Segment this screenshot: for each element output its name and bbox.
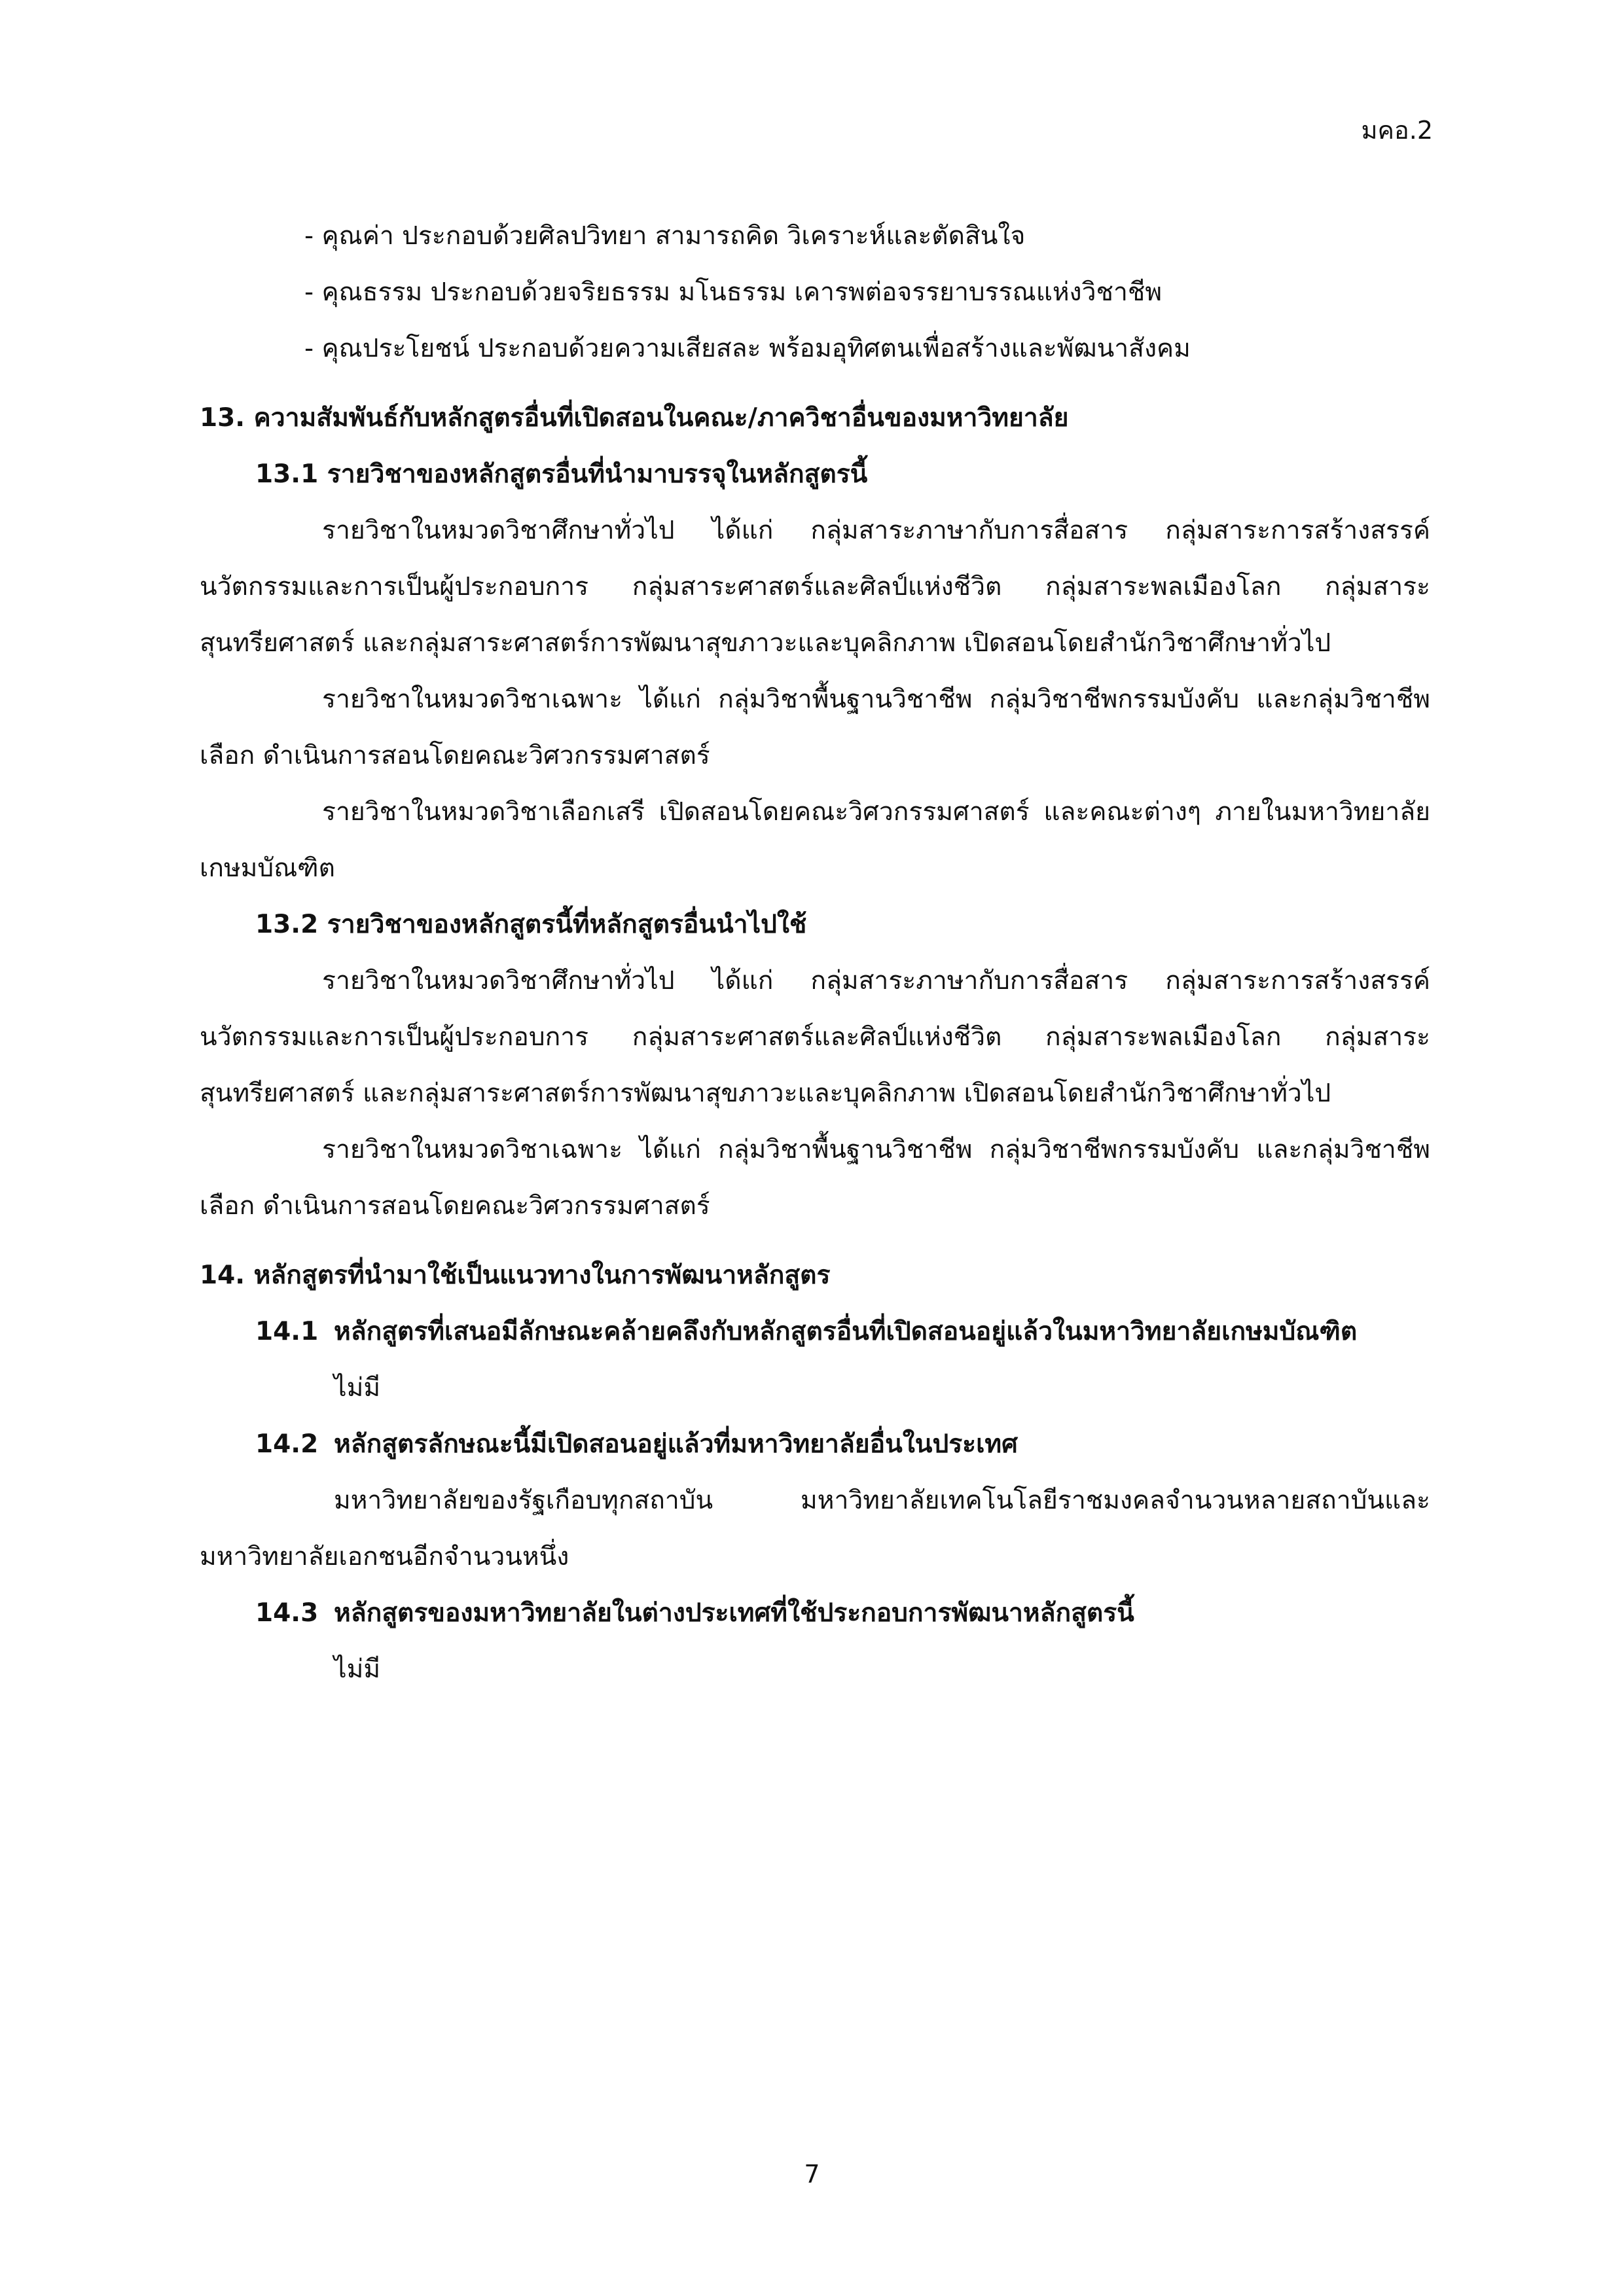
form-code: มคอ.2 bbox=[1361, 116, 1433, 145]
bullet-item: - คุณประโยชน์ ประกอบด้วยความเสียสละ พร้อมอุทิศตนเพื่อสร้างและพัฒนาสังคม bbox=[304, 334, 1191, 363]
paragraph: รายวิชาในหมวดวิชาศึกษาทั่วไป ได้แก่ กลุ่มสาระภาษากับการสื่อสาร กลุ่มสาระการสร้างสรรค์นวัตกรรมและการเป็นผู้ประกอบการ กลุ่มสาระศาสตร์และศิลป์แห่งชีวิต กลุ่มสาระพลเมืองโลก กลุ่มสาระสุนทรียศาสตร์ และกลุ่มสาระศาสตร์การพัฒนาสุขภาวะและบุคลิกภาพ เปิดสอนโดยสำนักวิชาศึกษาทั่วไป bbox=[200, 966, 1430, 1108]
paragraph: รายวิชาในหมวดวิชาเลือกเสรี เปิดสอนโดยคณะวิศวกรรมศาสตร์ และคณะต่างๆ ภายในมหาวิทยาลัยเกษมบัณฑิต bbox=[200, 797, 1430, 883]
page-content bbox=[200, 208, 1430, 1698]
section-14-2-body: มหาวิทยาลัยของรัฐเกือบทุกสถาบัน มหาวิทยาลัยเทคโนโลยีราชมงคลจำนวนหลายสถาบันและมหาวิทยาลัยเอกชนอีกจำนวนหนึ่ง bbox=[200, 1486, 1430, 1571]
section-title: หลักสูตรลักษณะนี้มีเปิดสอนอยู่แล้วที่มหาวิทยาลัยอื่นในประเทศ bbox=[334, 1429, 1018, 1459]
section-13-heading: 13. ความสัมพันธ์กับหลักสูตรอื่นที่เปิดสอนในคณะ/ภาควิชาอื่นของมหาวิทยาลัย bbox=[200, 403, 1069, 433]
section-title: หลักสูตรของมหาวิทยาลัยในต่างประเทศที่ใช้ประกอบการพัฒนาหลักสูตรนี้ bbox=[334, 1598, 1134, 1628]
page-number: 7 bbox=[804, 2160, 820, 2189]
section-14-3-heading bbox=[200, 1585, 1430, 1641]
section-title: หลักสูตรที่เสนอมีลักษณะคล้ายคลึงกับหลักสูตรอื่นที่เปิดสอนอยู่แล้วในมหาวิทยาลัยเกษมบัณฑิต bbox=[334, 1317, 1358, 1346]
section-number: 14.1 bbox=[255, 1317, 319, 1346]
paragraph: รายวิชาในหมวดวิชาศึกษาทั่วไป ได้แก่ กลุ่มสาระภาษากับการสื่อสาร กลุ่มสาระการสร้างสรรค์นวัตกรรมและการเป็นผู้ประกอบการ กลุ่มสาระศาสตร์และศิลป์แห่งชีวิต กลุ่มสาระพลเมืองโลก กลุ่มสาระสุนทรียศาสตร์ และกลุ่มสาระศาสตร์การพัฒนาสุขภาวะและบุคลิกภาพ เปิดสอนโดยสำนักวิชาศึกษาทั่วไป bbox=[200, 516, 1430, 658]
section-13-2-heading: 13.2 รายวิชาของหลักสูตรนี้ที่หลักสูตรอื่นนำไปใช้ bbox=[255, 910, 807, 939]
section-14-heading: 14. หลักสูตรที่นำมาใช้เป็นแนวทางในการพัฒนาหลักสูตร bbox=[200, 1261, 831, 1290]
paragraph: รายวิชาในหมวดวิชาเฉพาะ ได้แก่ กลุ่มวิชาพื้นฐานวิชาชีพ กลุ่มวิชาชีพกรรมบังคับ และกลุ่มวิชาชีพเลือก ดำเนินการสอนโดยคณะวิศวกรรมศาสตร์ bbox=[200, 1135, 1430, 1221]
section-number: 14.3 bbox=[255, 1598, 319, 1628]
paragraph: รายวิชาในหมวดวิชาเฉพาะ ได้แก่ กลุ่มวิชาพื้นฐานวิชาชีพ กลุ่มวิชาชีพกรรมบังคับ และกลุ่มวิชาชีพเลือก ดำเนินการสอนโดยคณะวิศวกรรมศาสตร์ bbox=[200, 685, 1430, 770]
section-14-3-body: ไม่มี bbox=[334, 1655, 381, 1684]
bullet-item: - คุณค่า ประกอบด้วยศิลปวิทยา สามารถคิด วิเคราะห์และตัดสินใจ bbox=[304, 221, 1026, 251]
section-14-2-heading bbox=[200, 1416, 1430, 1473]
section-14-1-body: ไม่มี bbox=[334, 1373, 381, 1403]
section-14-1-heading bbox=[200, 1304, 1430, 1360]
section-number: 14.2 bbox=[255, 1429, 319, 1459]
bullet-item: - คุณธรรม ประกอบด้วยจริยธรรม มโนธรรม เคารพต่อจรรยาบรรณแห่งวิชาชีพ bbox=[304, 278, 1163, 307]
section-13-1-heading: 13.1 รายวิชาของหลักสูตรอื่นที่นำมาบรรจุในหลักสูตรนี้ bbox=[255, 459, 868, 489]
